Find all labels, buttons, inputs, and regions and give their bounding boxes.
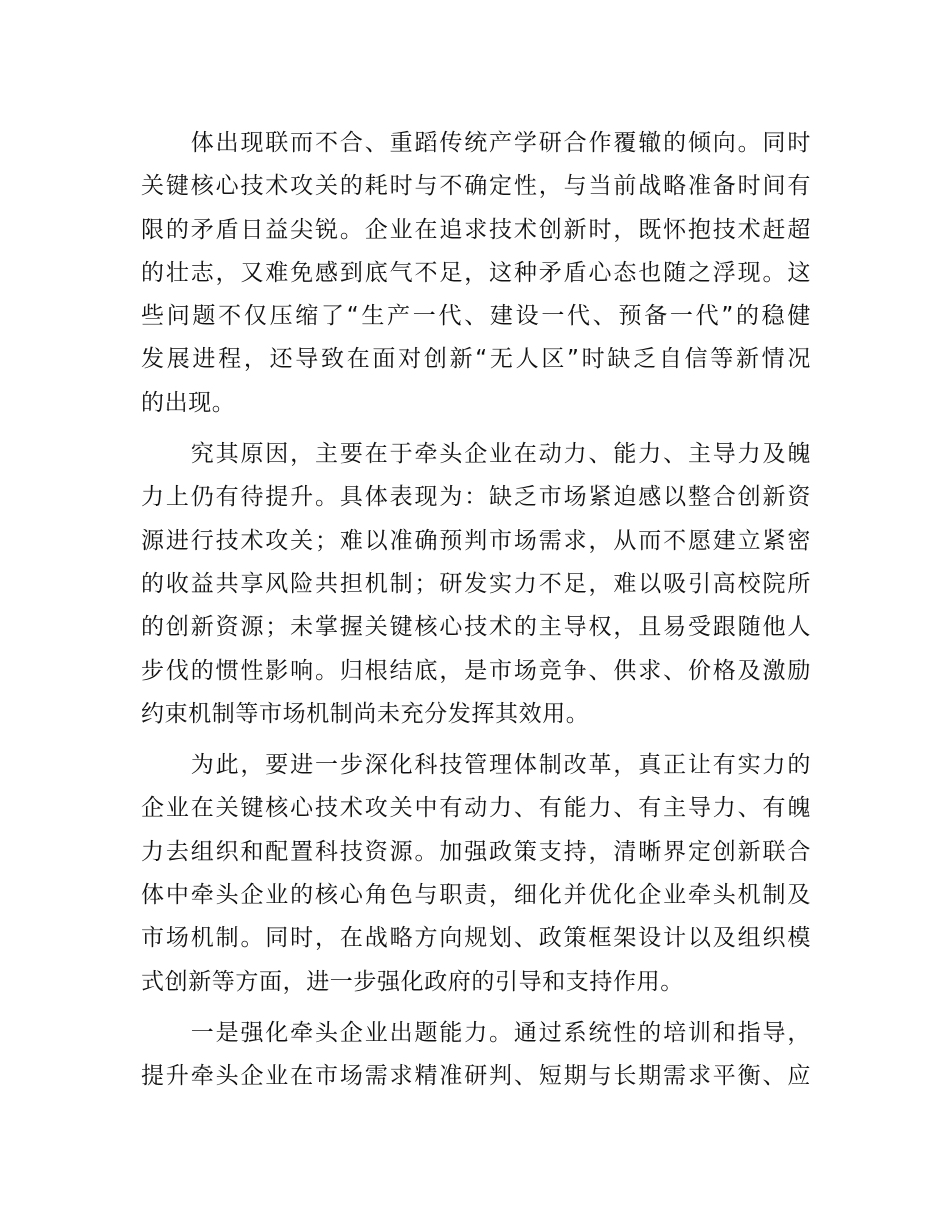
text-line: 些问题不仅压缩了“生产一代、建设一代、预备一代”的稳健: [141, 303, 811, 330]
text-line: 力上仍有待提升。具体表现为：缺乏市场紧迫感以整合创新资: [141, 484, 811, 511]
paragraph-3: [141, 744, 811, 1004]
text-line: 提升牵头企业在市场需求精准研判、短期与长期需求平衡、应: [141, 1063, 811, 1090]
text-line: 的创新资源；未掌握关键核心技术的主导权，且易受跟随他人: [141, 614, 811, 641]
text-line: 源进行技术攻关；难以准确预判市场需求，从而不愿建立紧密: [141, 527, 811, 554]
paragraph-4: [141, 1012, 811, 1099]
text-line: 究其原因，主要在于牵头企业在动力、能力、主导力及魄: [141, 441, 811, 468]
text-line: 企业在关键核心技术攻关中有动力、有能力、有主导力、有魄: [141, 795, 811, 822]
text-line: 式创新等方面，进一步强化政府的引导和支持作用。: [141, 968, 684, 995]
text-line: 一是强化牵头企业出题能力。通过系统性的培训和指导，: [141, 1019, 811, 1046]
text-line: 的收益共享风险共担机制；研发实力不足，难以吸引高校院所: [141, 570, 811, 597]
document-page: [141, 122, 811, 1107]
text-line: 的出现。: [141, 389, 236, 416]
paragraph-2: [141, 433, 811, 736]
text-line: 步伐的惯性影响。归根结底，是市场竞争、供求、价格及激励: [141, 657, 811, 684]
text-line: 市场机制。同时，在战略方向规划、政策框架设计以及组织模: [141, 925, 811, 952]
text-line: 约束机制等市场机制尚未充分发挥其效用。: [141, 700, 590, 727]
text-line: 体中牵头企业的核心角色与职责，细化并优化企业牵头机制及: [141, 882, 811, 909]
text-line: 的壮志，又难免感到底气不足，这种矛盾心态也随之浮现。这: [141, 259, 811, 286]
text-line: 为此，要进一步深化科技管理体制改革，真正让有实力的: [141, 752, 811, 779]
text-line: 关键核心技术攻关的耗时与不确定性，与当前战略准备时间有: [141, 173, 811, 200]
text-line: 力去组织和配置科技资源。加强政策支持，清晰界定创新联合: [141, 838, 811, 865]
paragraph-1: [141, 122, 811, 425]
text-line: 限的矛盾日益尖锐。企业在追求技术创新时，既怀抱技术赶超: [141, 216, 811, 243]
text-line: 体出现联而不合、重蹈传统产学研合作覆辙的倾向。同时: [141, 130, 811, 156]
text-line: 发展进程，还导致在面对创新“无人区”时缺乏自信等新情况: [141, 346, 811, 373]
